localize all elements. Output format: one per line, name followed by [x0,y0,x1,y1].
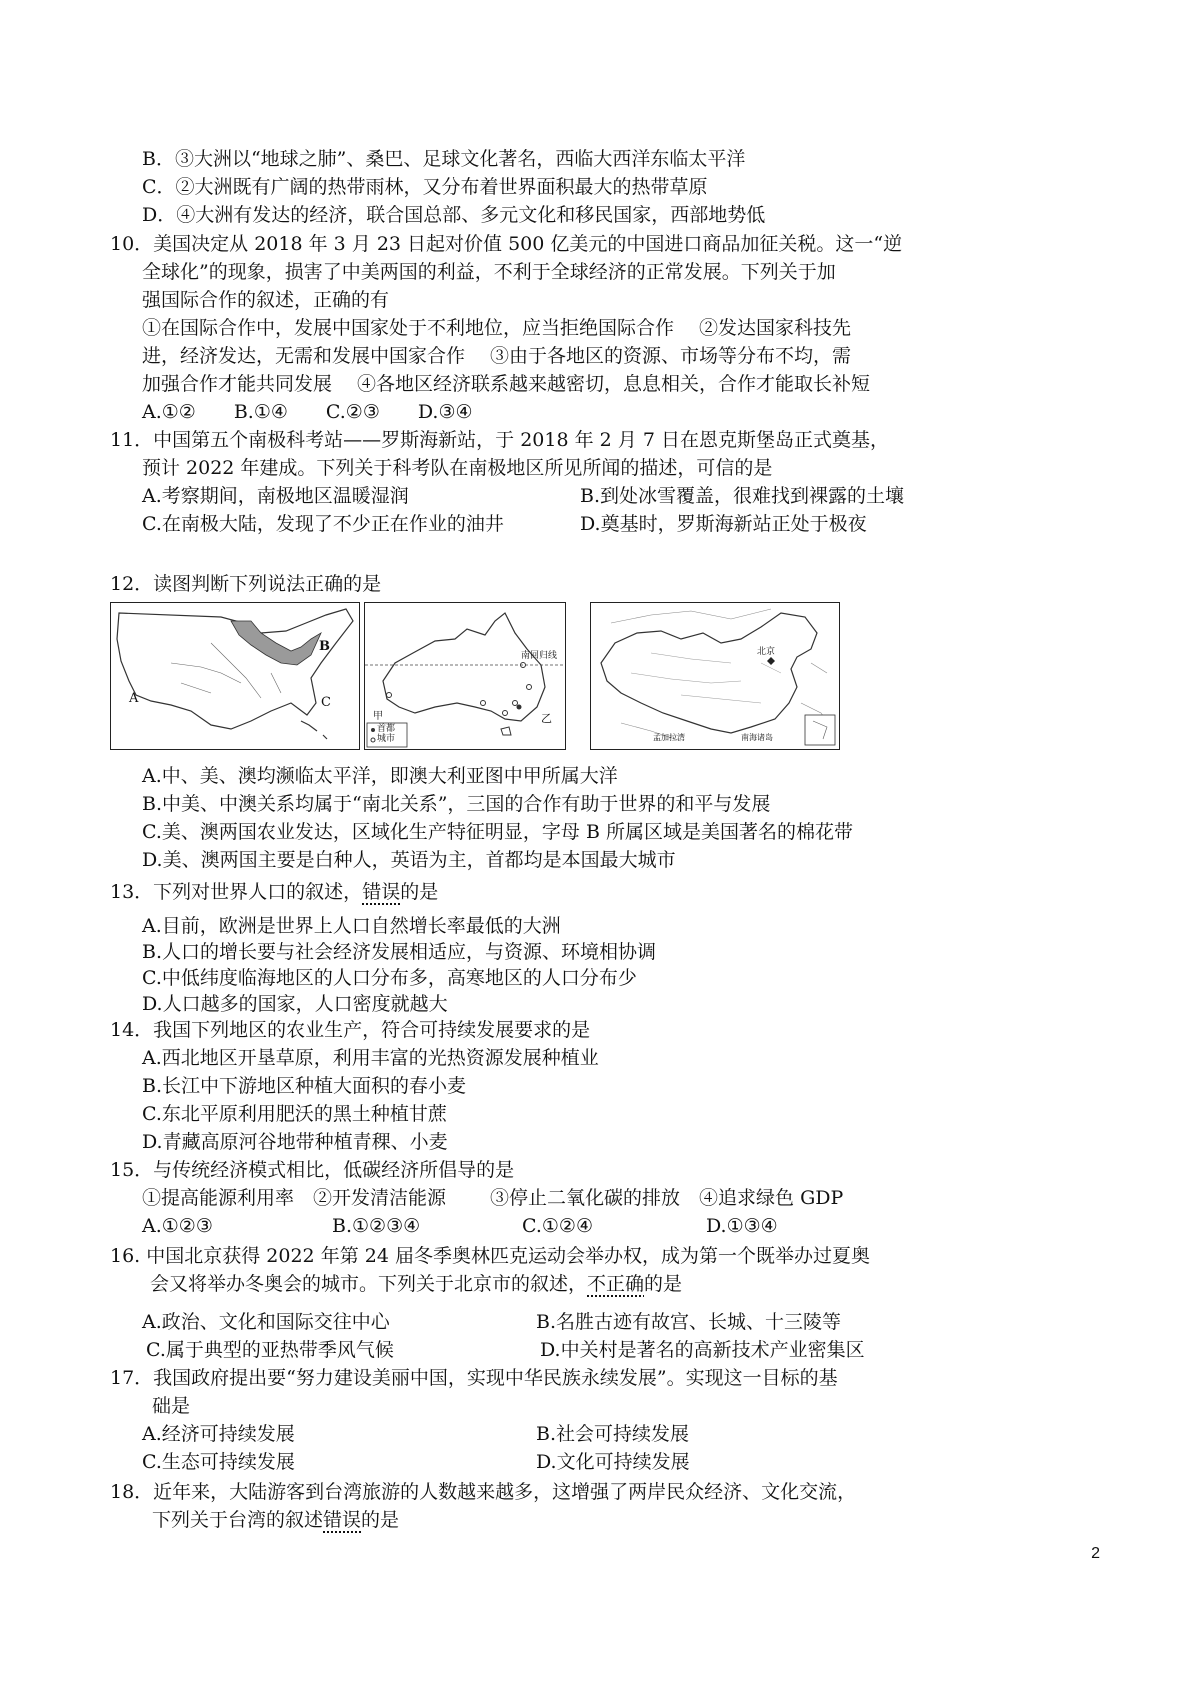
q9-option-b: B．③大洲以“地球之肺”、桑巴、足球文化著名，西临大西洋东临太平洋 [142,148,746,170]
q14-stem: 14．我国下列地区的农业生产，符合可持续发展要求的是 [110,1019,591,1041]
q18-stem-emphasis: 错误 [323,1509,362,1531]
q12-option-d: D.美、澳两国主要是白种人，英语为主，首都均是本国最大城市 [142,849,676,871]
q16-option-a: A.政治、文化和国际交往中心 [142,1311,390,1333]
q10-statement-line1: ①在国际合作中，发展中国家处于不利地位，应当拒绝国际合作 ②发达国家科技先 [142,317,852,339]
cn-label-bottom2: 南海诸岛 [741,733,773,742]
q17-option-b: B.社会可持续发展 [536,1423,690,1445]
q9-option-d: D．④大洲有发达的经济，联合国总部、多元文化和移民国家，西部地势低 [142,204,766,226]
usa-label-c: C [321,695,331,710]
q10-stem-line3: 强国际合作的叙述，正确的有 [142,289,390,311]
china-map-drawing [591,603,839,749]
q15-option-a: A.①②③ [142,1215,213,1237]
q16-option-c: C.属于典型的亚热带季风气候 [146,1339,394,1361]
q10-statement-line2: 进，经济发达，无需和发展中国家合作 ③由于各地区的资源、市场等分布不均，需 [142,345,852,367]
q15-option-d: D.①③④ [706,1215,778,1237]
cn-label-beijing: 北京 [757,647,776,657]
q17-option-a: A.经济可持续发展 [142,1423,295,1445]
q11-option-c: C.在南极大陆，发现了不少正在作业的油井 [142,513,504,535]
q16-stem-post: 的是 [644,1273,683,1295]
q14-option-c: C.东北平原利用肥沃的黑土种植甘蔗 [142,1103,447,1125]
q12-option-c: C.美、澳两国农业发达，区域化生产特征明显，字母 B 所属区域是美国著名的棉花带 [142,821,853,843]
q9-option-c: C．②大洲既有广阔的热带雨林，又分布着世界面积最大的热带草原 [142,176,708,198]
q16-stem-pre: 会又将举办冬奥会的城市。下列关于北京市的叙述， [150,1273,588,1295]
q17-stem-line1: 17．我国政府提出要“努力建设美丽中国，实现中华民族永续发展”。实现这一目标的基 [110,1367,838,1389]
q16-stem-line2 [150,1272,682,1296]
q18-stem-line1: 18．近年来，大陆游客到台湾旅游的人数越来越多，这增强了两岸民众经济、文化交流， [110,1481,857,1503]
q12-option-a: A.中、美、澳均濒临太平洋，即澳大利亚图中甲所属大洋 [142,765,618,787]
q18-stem-line2 [152,1508,399,1532]
q13-option-d: D.人口越多的国家，人口密度就越大 [142,993,448,1015]
q16-stem-emphasis: 不正确 [587,1273,645,1295]
q11-option-a: A.考察期间，南极地区温暖湿润 [142,485,409,507]
q12-option-b: B.中美、中澳关系均属于“南北关系”，三国的合作有助于世界的和平与发展 [142,793,771,815]
q12-stem: 12．读图判断下列说法正确的是 [110,573,382,595]
usa-label-a: A [129,691,139,706]
q15-stem: 15．与传统经济模式相比，低碳经济所倡导的是 [110,1159,515,1181]
usa-map [110,602,360,750]
page-number: 2 [1091,1545,1100,1562]
q16-option-d: D.中关村是著名的高新技术产业密集区 [540,1339,865,1361]
q11-option-d: D.奠基时，罗斯海新站正处于极夜 [580,513,867,535]
q18-stem-pre: 下列关于台湾的叙述 [152,1509,324,1531]
q13-stem-post: 的是 [400,881,439,903]
q13-option-b: B.人口的增长要与社会经济发展相适应，与资源、环境相协调 [142,941,657,963]
q13-stem-pre: 13．下列对世界人口的叙述， [110,881,363,903]
aus-label-station: 南回归线 [521,651,558,661]
q15-option-c: C.①②④ [522,1215,593,1237]
q13-option-c: C.中低纬度临海地区的人口分布多，高寒地区的人口分布少 [142,967,637,989]
q17-option-d: D.文化可持续发展 [536,1451,690,1473]
aus-legend-capital: 首都 [377,724,396,734]
q10-statement-line3: 加强合作才能共同发展 ④各地区经济联系越来越密切，息息相关，合作才能取长补短 [142,373,871,395]
q13-stem [110,880,438,904]
q13-option-a: A.目前，欧洲是世界上人口自然增长率最低的大洲 [142,915,561,937]
china-map [590,602,840,750]
q17-option-c: C.生态可持续发展 [142,1451,295,1473]
q14-option-a: A.西北地区开垦草原，利用丰富的光热资源发展种植业 [142,1047,599,1069]
aus-legend-city: 城市 [377,734,396,744]
aus-label-jia: 甲 [373,711,383,722]
aus-label-yi: 乙 [541,712,552,725]
usa-map-drawing [111,603,359,749]
cn-label-bottom1: 孟加拉湾 [653,733,685,742]
q10-stem-line1: 10．美国决定从 2018 年 3 月 23 日起对价值 500 亿美元的中国进口商品加征关税。这一“逆 [110,233,903,255]
q11-stem-line1: 11．中国第五个南极科考站——罗斯海新站，于 2018 年 2 月 7 日在恩克斯堡岛正式奠基， [110,429,889,451]
q10-options: A.①② B.①④ C.②③ D.③④ [142,401,473,423]
q13-stem-emphasis: 错误 [362,881,401,903]
q10-stem-line2: 全球化”的现象，损害了中美两国的利益，不利于全球经济的正常发展。下列关于加 [142,261,836,283]
q11-option-b: B.到处冰雪覆盖，很难找到裸露的土壤 [580,485,905,507]
q11-stem-line2: 预计 2022 年建成。下列关于科考队在南极地区所见所闻的描述，可信的是 [142,457,773,479]
q16-stem-line1: 16. 中国北京获得 2022 年第 24 届冬季奥林匹克运动会举办权，成为第一个既举办过夏奥 [110,1245,870,1267]
q16-option-b: B.名胜古迹有故宫、长城、十三陵等 [536,1311,842,1333]
usa-label-b: B [319,639,330,654]
q18-stem-post: 的是 [361,1509,400,1531]
q14-option-d: D.青藏高原河谷地带种植青稞、小麦 [142,1131,448,1153]
q15-option-b: B.①②③④ [332,1215,421,1237]
q14-option-b: B.长江中下游地区种植大面积的春小麦 [142,1075,467,1097]
q17-stem-line2: 础是 [152,1395,191,1417]
q15-statements: ①提高能源利用率 ②开发清洁能源 ③停止二氧化碳的排放 ④追求绿色 GDP [142,1187,844,1209]
australia-map [364,602,566,750]
